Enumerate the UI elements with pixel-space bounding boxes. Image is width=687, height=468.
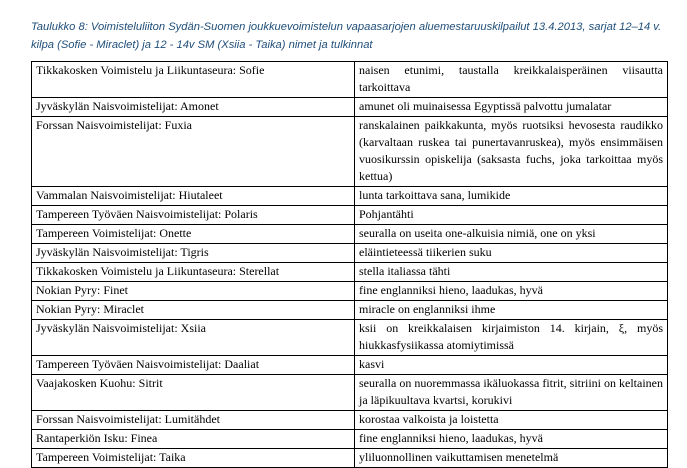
- name-meaning-cell: kasvi: [355, 356, 668, 375]
- name-meaning-cell: lunta tarkoittava sana, lumikide: [355, 187, 668, 206]
- team-name-cell: Vaajakosken Kuohu: Sitrit: [32, 375, 355, 411]
- name-meaning-cell: naisen etunimi, taustalla kreikkalaisperäinen viisautta tarkoittava: [355, 62, 668, 98]
- name-meaning-cell: amunet oli muinaisessa Egyptissä palvottu jumalatar: [355, 98, 668, 117]
- table-row: [32, 282, 668, 301]
- team-name-cell: Tampereen Voimistelijat: Onette: [32, 225, 355, 244]
- team-name-cell: Tampereen Voimistelijat: Taika: [32, 449, 355, 468]
- name-meaning-cell: ksii on kreikkalaisen kirjaimiston 14. kirjain, ξ, myös hiukkasfysiikassa atomiytimissä: [355, 320, 668, 356]
- table-row: [32, 62, 668, 98]
- team-name-cell: Nokian Pyry: Finet: [32, 282, 355, 301]
- table-caption: Taulukko 8: Voimisteluliiton Sydän-Suomen joukkuevoimistelun vapaasarjojen aluemestaruuskilpailut 13.4.2013, sarjat 12–14 v. kilpa (Sofie - Miraclet) ja 12 - 14v SM (Xsiia - Taika) nimet ja tulkinnat: [31, 21, 662, 51]
- table-row: [32, 449, 668, 468]
- team-name-cell: Forssan Naisvoimistelijat: Lumitähdet: [32, 411, 355, 430]
- table-row: [32, 206, 668, 225]
- table-row: [32, 98, 668, 117]
- name-meaning-cell: korostaa valkoista ja loistetta: [355, 411, 668, 430]
- name-meaning-cell: Pohjantähti: [355, 206, 668, 225]
- team-names-table: [31, 61, 668, 468]
- table-row: [32, 356, 668, 375]
- table-row: [32, 375, 668, 411]
- name-meaning-cell: fine englanniksi hieno, laadukas, hyvä: [355, 430, 668, 449]
- name-meaning-cell: miracle on englanniksi ihme: [355, 301, 668, 320]
- table-border-continuation: [31, 441, 32, 456]
- name-meaning-cell: eläintieteessä tiikerien suku: [355, 244, 668, 263]
- team-name-cell: Tikkakosken Voimistelu ja Liikuntaseura: Sofie: [32, 62, 355, 98]
- name-meaning-cell: ranskalainen paikkakunta, myös ruotsiksi hevosesta raudikko (karvaltaan ruskea tai punertavanruskea), myös ensimmäisen vuosikurssin opiskelija (saksasta fuchs, joka tarkoittaa myös kettua): [355, 117, 668, 187]
- name-meaning-cell: seuralla on nuoremmassa ikäluokassa fitrit, sitriini on keltainen ja läpikuultava kvartsi, korukivi: [355, 375, 668, 411]
- team-name-cell: Jyväskylän Naisvoimistelijat: Amonet: [32, 98, 355, 117]
- name-meaning-cell: yliluonnollinen vaikuttamisen menetelmä: [355, 449, 668, 468]
- table-body: [32, 62, 668, 468]
- team-name-cell: Tikkakosken Voimistelu ja Liikuntaseura: Sterellat: [32, 263, 355, 282]
- team-name-cell: Vammalan Naisvoimistelijat: Hiutaleet: [32, 187, 355, 206]
- team-name-cell: Tampereen Työväen Naisvoimistelijat: Daaliat: [32, 356, 355, 375]
- table-row: [32, 244, 668, 263]
- table-row: [32, 320, 668, 356]
- name-meaning-cell: stella italiassa tähti: [355, 263, 668, 282]
- name-meaning-cell: fine englanniksi hieno, laadukas, hyvä: [355, 282, 668, 301]
- table-row: [32, 263, 668, 282]
- team-name-cell: Jyväskylän Naisvoimistelijat: Xsiia: [32, 320, 355, 356]
- team-name-cell: Forssan Naisvoimistelijat: Fuxia: [32, 117, 355, 187]
- team-name-cell: Tampereen Työväen Naisvoimistelijat: Polaris: [32, 206, 355, 225]
- team-name-cell: Rantaperkiön Isku: Finea: [32, 430, 355, 449]
- table-row: [32, 301, 668, 320]
- table-row: [32, 430, 668, 449]
- table-row: [32, 225, 668, 244]
- table-row: [32, 187, 668, 206]
- table-row: [32, 117, 668, 187]
- name-meaning-cell: seuralla on useita one-alkuisia nimiä, one on yksi: [355, 225, 668, 244]
- table-row: [32, 411, 668, 430]
- team-name-cell: Nokian Pyry: Miraclet: [32, 301, 355, 320]
- team-name-cell: Jyväskylän Naisvoimistelijat: Tigris: [32, 244, 355, 263]
